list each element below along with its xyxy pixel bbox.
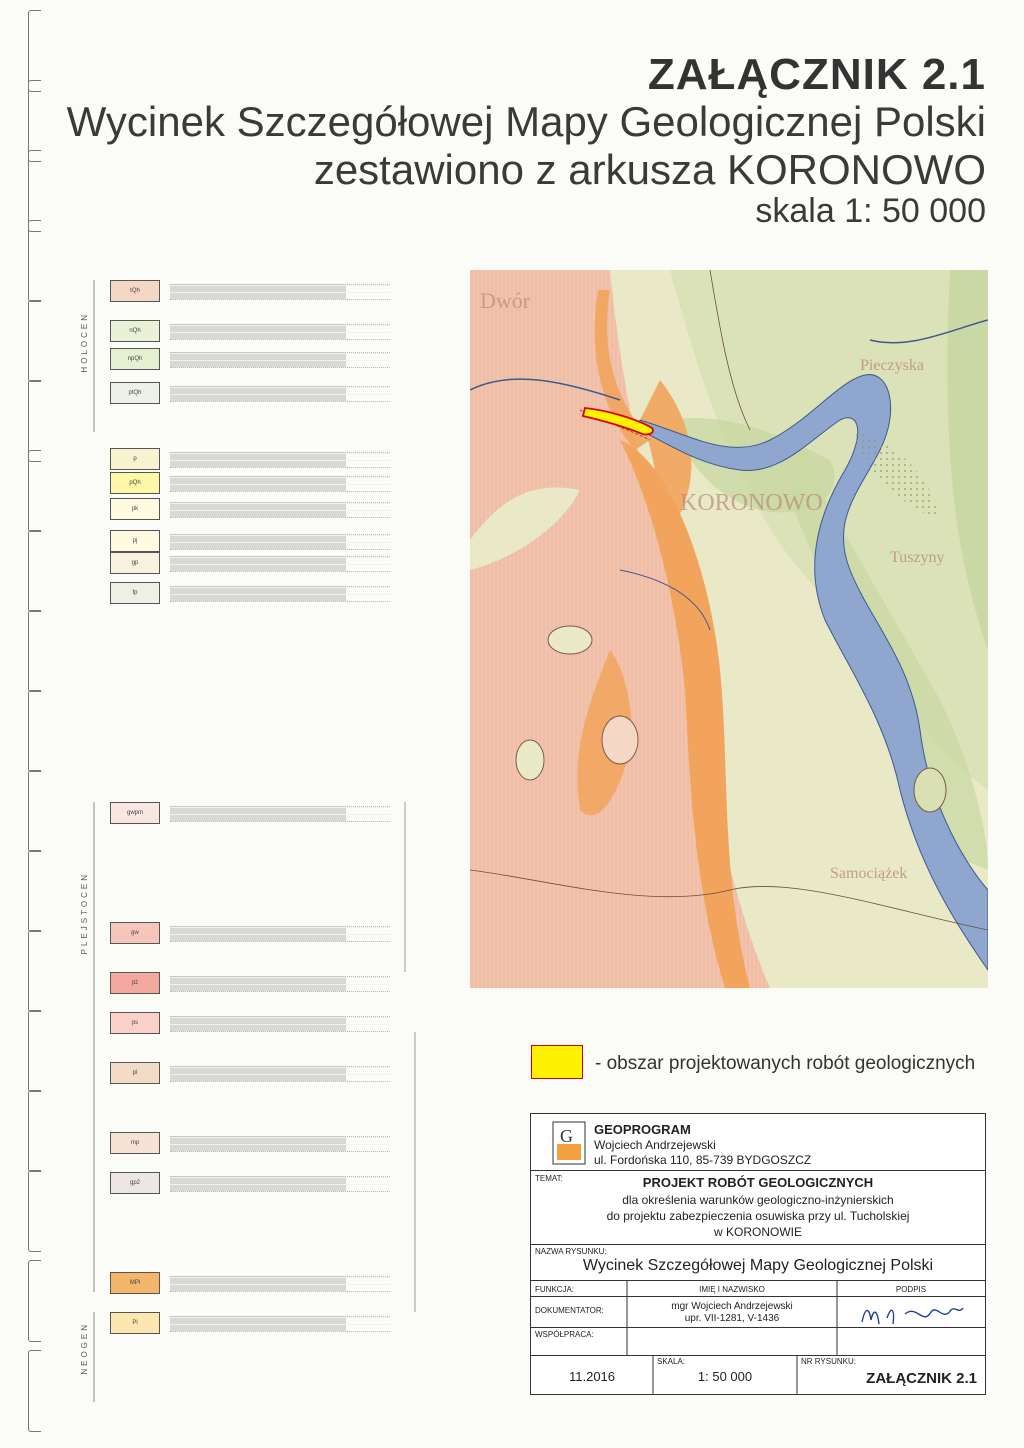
legend-swatch: p	[110, 448, 160, 470]
map-label-west: Dwór	[480, 288, 531, 313]
project-line-3: w KORONOWIE	[713, 1225, 802, 1239]
project-line-2: do projektu zabezpieczenia osuwiska przy ul. Tucholskiej	[606, 1209, 910, 1223]
scale-value: 1: 50 000	[697, 1369, 753, 1384]
binder-mark	[28, 690, 41, 772]
annex-title: ZAŁĄCZNIK 2.1	[647, 50, 986, 99]
legend-swatch: gp	[110, 552, 160, 574]
company-owner: Wojciech Andrzejewski	[594, 1138, 716, 1152]
binder-mark	[28, 610, 41, 692]
legend-swatch: mp	[110, 1132, 160, 1154]
map-city-label: KORONOWO	[680, 490, 823, 516]
binder-mark	[28, 1350, 41, 1432]
temat-label: TEMAT:	[535, 1174, 563, 1183]
cooperation-label: WSPÓŁPRACA:	[535, 1330, 594, 1339]
era-pleistocene: PLEJSTOCEN	[80, 872, 89, 955]
binder-mark	[28, 1170, 41, 1252]
binder-marks	[28, 0, 44, 1448]
scale-label: SKALA:	[657, 1357, 686, 1366]
peat-pocket	[548, 626, 592, 654]
binder-mark	[28, 770, 41, 852]
binder-mark	[28, 1010, 41, 1092]
legend-swatch: fp	[110, 582, 160, 604]
title-block	[530, 1113, 986, 1395]
map-title: Wycinek Szczegółowej Mapy Geologicznej Polski	[66, 98, 986, 145]
binder-mark	[28, 300, 41, 382]
drawing-number-label: NR RYSUNKU:	[801, 1357, 856, 1366]
era-neogene: NEOGEN	[80, 1322, 89, 1375]
legend-swatch: tQh	[110, 280, 160, 302]
binder-mark	[28, 450, 41, 532]
peat-pocket	[516, 740, 544, 780]
signature-column-header: PODPIS	[895, 1285, 927, 1294]
svg-text:G: G	[560, 1126, 573, 1146]
drawing-number: ZAŁĄCZNIK 2.1	[866, 1370, 977, 1387]
map-scale: skala 1: 50 000	[755, 192, 986, 230]
title-block-grid	[531, 1114, 985, 1394]
project-title: PROJEKT ROBÓT GEOLOGICZNYCH	[642, 1175, 874, 1190]
legend-swatch: pj	[110, 530, 160, 552]
legend-swatch: MPl	[110, 1272, 160, 1294]
documentator-name: mgr Wojciech Andrzejewski	[671, 1301, 793, 1312]
geology-legend	[80, 272, 420, 1412]
binder-mark	[28, 1090, 41, 1172]
map-label-northeast: Pieczyska	[860, 357, 924, 374]
peat-pocket	[914, 768, 946, 812]
company-name: GEOPROGRAM	[594, 1122, 691, 1137]
binder-mark	[28, 530, 41, 612]
legend-swatch: pQh	[110, 472, 160, 494]
date: 11.2016	[568, 1369, 616, 1384]
map-source: zestawiono z arkusza KORONOWO	[313, 146, 986, 193]
binder-mark	[28, 1260, 41, 1342]
legend-swatch: pl	[110, 1062, 160, 1084]
map-label-south: Samociążek	[830, 865, 908, 882]
drawing-name-label: NAZWA RYSUNKU:	[535, 1247, 607, 1256]
legend-swatch: npQh	[110, 348, 160, 370]
legend-swatch: gwpm	[110, 802, 160, 824]
legend-swatch: pż	[110, 972, 160, 994]
legend-swatch: nQh	[110, 320, 160, 342]
documentator-license: upr. VII-1281, V-1436	[684, 1313, 780, 1324]
project-line-1: dla określenia warunków geologiczno-inżynierskich	[622, 1193, 894, 1207]
project-area-caption: - obszar projektowanych robót geologicznych	[595, 1053, 976, 1074]
legend-swatch: gw	[110, 922, 160, 944]
binder-mark	[28, 930, 41, 1012]
era-holocene: HOLOCEN	[80, 312, 89, 373]
binder-mark	[28, 850, 41, 932]
legend-swatch: ptQh	[110, 382, 160, 404]
drawing-name: Wycinek Szczegółowej Mapy Geologicznej Polski	[582, 1257, 934, 1274]
legend-swatch: ps	[110, 1012, 160, 1034]
name-column-header: IMIĘ I NAZWISKO	[699, 1285, 765, 1294]
legend-frame	[80, 272, 420, 1412]
binder-mark	[28, 220, 41, 302]
legend-swatch: gp2	[110, 1172, 160, 1194]
legend-swatch: Pl	[110, 1312, 160, 1334]
peat-pocket	[602, 716, 638, 764]
company-address: ul. Fordońska 110, 85-739 BYDGOSZCZ	[594, 1153, 812, 1167]
documentator-label: DOKUMENTATOR:	[535, 1306, 604, 1315]
geologic-map[interactable]	[470, 270, 988, 988]
function-column-header: FUNKCJA:	[535, 1285, 575, 1294]
map-label-east: Tuszyny	[890, 549, 945, 566]
legend-swatch: pk	[110, 498, 160, 520]
project-area-swatch	[531, 1045, 583, 1079]
